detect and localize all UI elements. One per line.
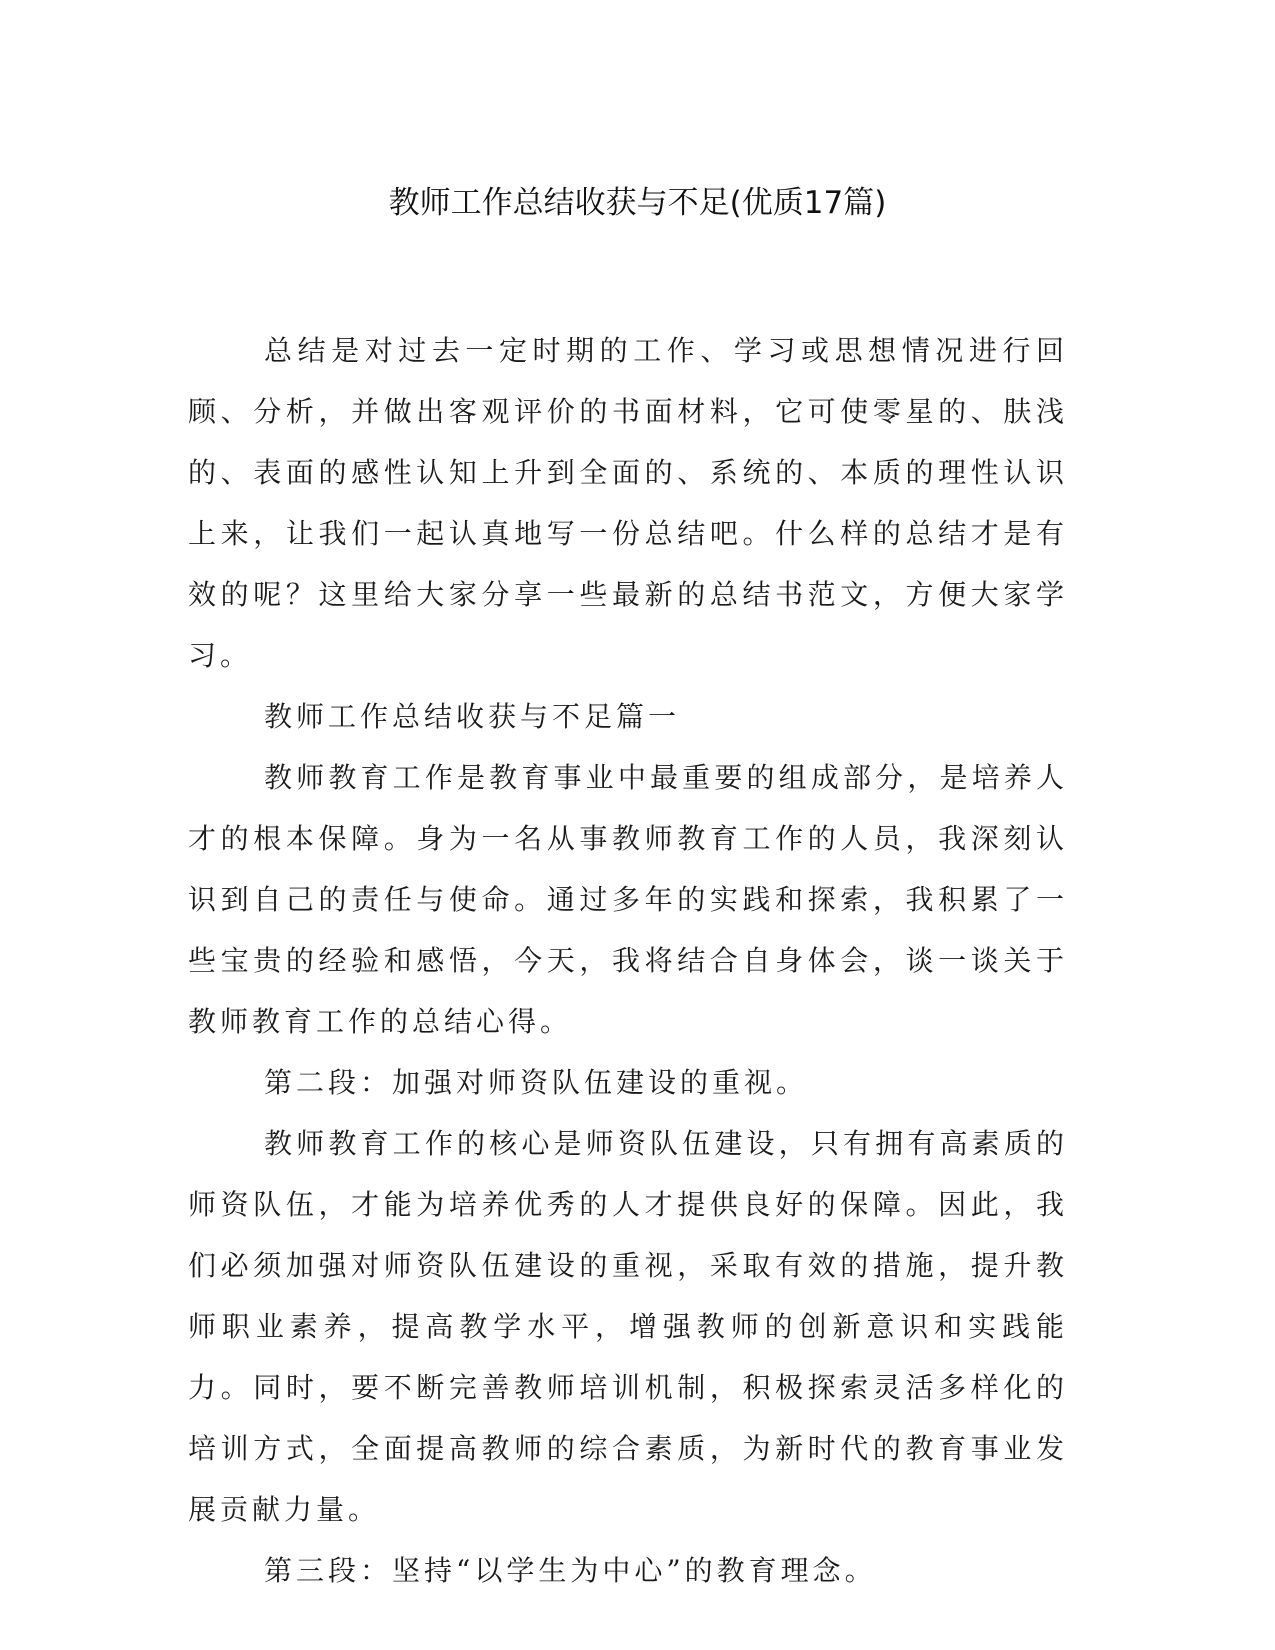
document-body	[188, 320, 1068, 1601]
second-segment-paragraph: 教师教育工作的核心是师资队伍建设，只有拥有高素质的师资队伍，才能为培养优秀的人才提供良好的保障。因此，我们必须加强对师资队伍建设的重视，采取有效的措施，提升教师职业素养，提高教学水平，增强教师的创新意识和实践能力。同时，要不断完善教师培训机制，积极探索灵活多样化的培训方式，全面提高教师的综合素质，为新时代的教育事业发展贡献力量。	[188, 1127, 1068, 1526]
section-heading-second-segment: 第二段：加强对师资队伍建设的重视。	[264, 1066, 809, 1099]
intro-paragraph: 总结是对过去一定时期的工作、学习或思想情况进行回顾、分析，并做出客观评价的书面材料，它可使零星的、肤浅的、表面的感性认知上升到全面的、系统的、本质的理性认识上来，让我们一起认真地写一份总结吧。什么样的总结才是有效的呢？这里给大家分享一些最新的总结书范文，方便大家学习。	[188, 334, 1068, 672]
part-one-opening-paragraph: 教师教育工作是教育事业中最重要的组成部分，是培养人才的根本保障。身为一名从事教师教育工作的人员，我深刻认识到自己的责任与使命。通过多年的实践和探索，我积累了一些宝贵的经验和感悟，今天，我将结合自身体会，谈一谈关于教师教育工作的总结心得。	[188, 761, 1068, 1038]
section-heading-part-one: 教师工作总结收获与不足篇一	[264, 700, 681, 733]
section-heading-third-segment: 第三段：坚持“以学生为中心”的教育理念。	[264, 1554, 877, 1587]
document-title: 教师工作总结收获与不足(优质17篇)	[388, 185, 887, 221]
